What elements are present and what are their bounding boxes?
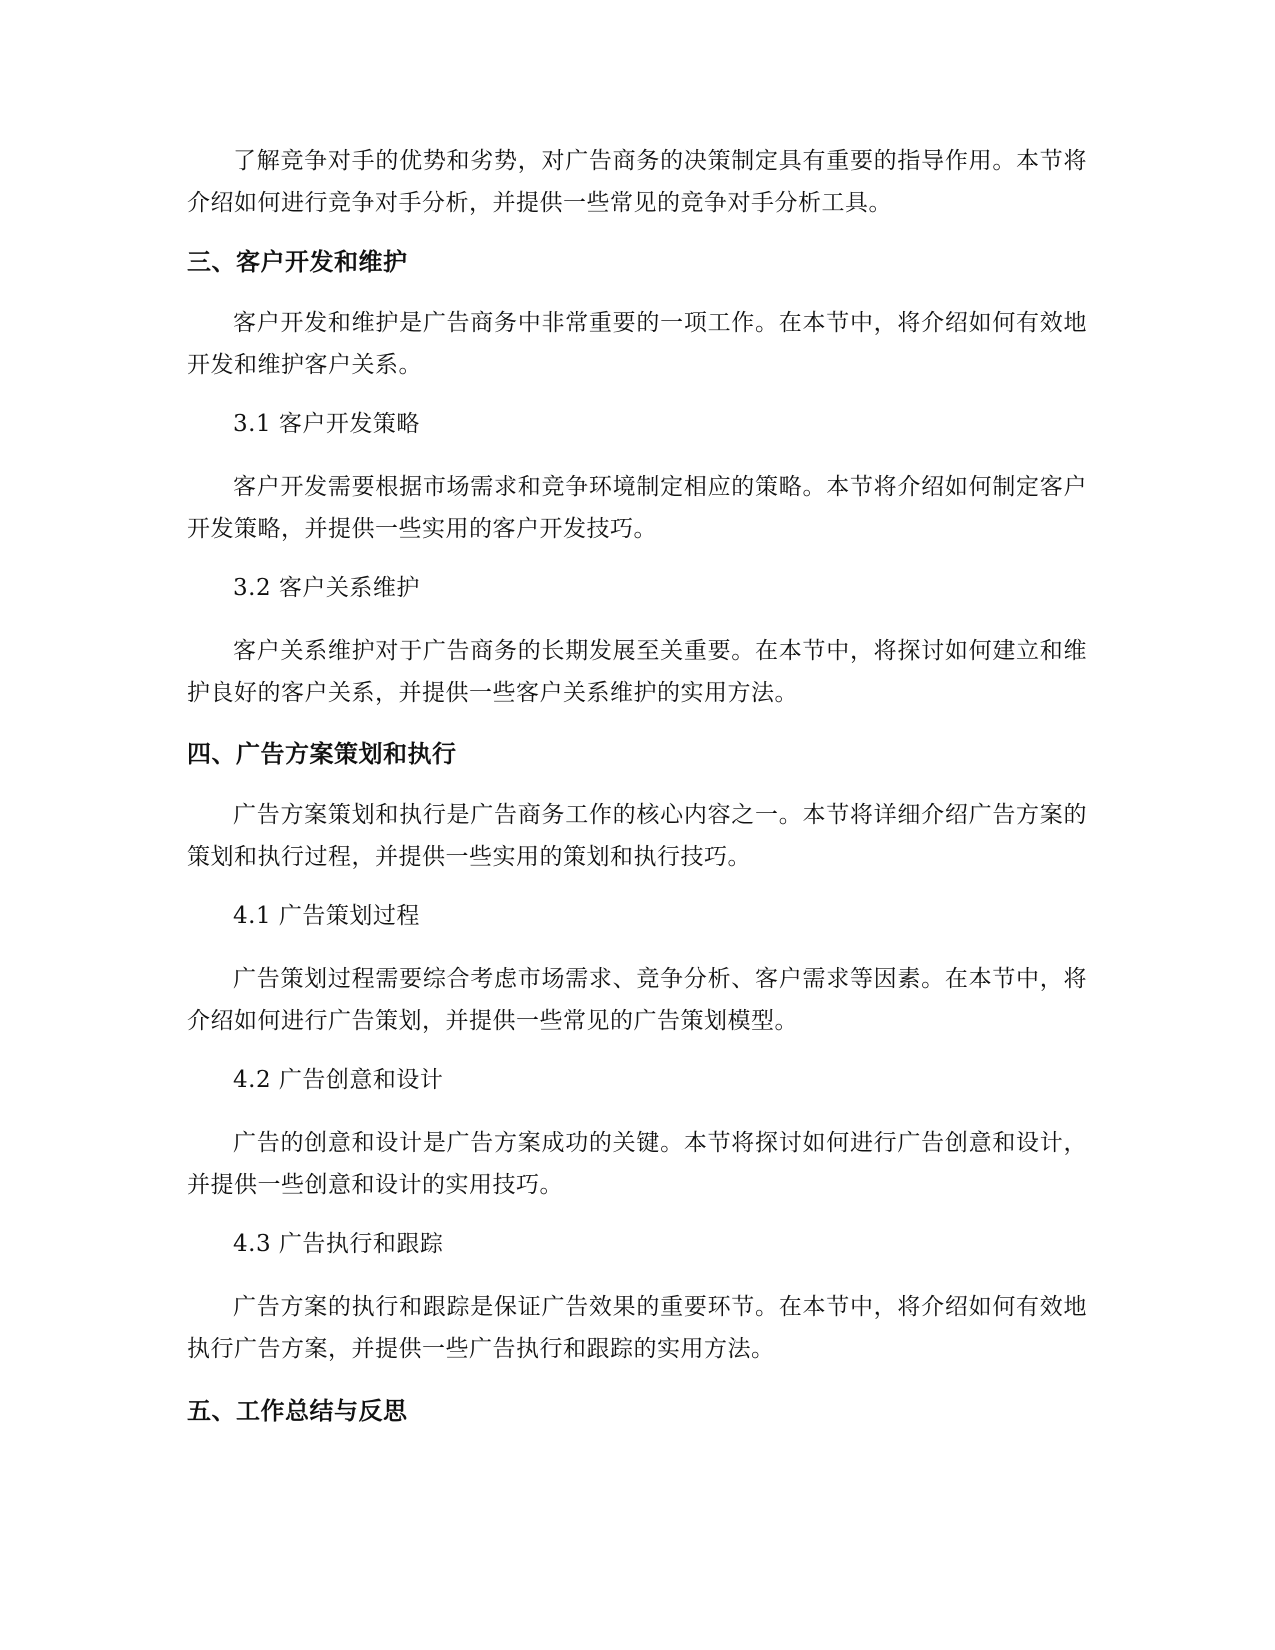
- subsection-3-1-title: 3.1 客户开发策略: [233, 411, 420, 437]
- subsection-4-2-title: 4.2 广告创意和设计: [233, 1067, 444, 1093]
- subsection-4-3-paragraph: 广告方案的执行和跟踪是保证广告效果的重要环节。在本节中，将介绍如何有效地执行广告方案，并提供一些广告执行和跟踪的实用方法。: [187, 1294, 1087, 1362]
- section-5-heading: 五、工作总结与反思: [187, 1397, 408, 1425]
- subsection-4-2-paragraph: 广告的创意和设计是广告方案成功的关键。本节将探讨如何进行广告创意和设计，并提供一些创意和设计的实用技巧。: [187, 1130, 1087, 1198]
- subsection-3-1-paragraph: 客户开发需要根据市场需求和竞争环境制定相应的策略。本节将介绍如何制定客户开发策略，并提供一些实用的客户开发技巧。: [187, 474, 1087, 542]
- subsection-3-2-title: 3.2 客户关系维护: [233, 575, 420, 601]
- subsection-4-1-paragraph: 广告策划过程需要综合考虑市场需求、竞争分析、客户需求等因素。在本节中，将介绍如何进行广告策划，并提供一些常见的广告策划模型。: [187, 966, 1087, 1034]
- intro-paragraph: 了解竞争对手的优势和劣势，对广告商务的决策制定具有重要的指导作用。本节将介绍如何进行竞争对手分析，并提供一些常见的竞争对手分析工具。: [187, 148, 1087, 216]
- section-4-heading: 四、广告方案策划和执行: [187, 740, 457, 768]
- subsection-4-3-title: 4.3 广告执行和跟踪: [233, 1231, 444, 1257]
- subsection-4-1-title: 4.1 广告策划过程: [233, 903, 420, 929]
- section-3-heading: 三、客户开发和维护: [187, 248, 408, 276]
- section-3-paragraph: 客户开发和维护是广告商务中非常重要的一项工作。在本节中，将介绍如何有效地开发和维护客户关系。: [187, 310, 1087, 378]
- subsection-3-2-paragraph: 客户关系维护对于广告商务的长期发展至关重要。在本节中，将探讨如何建立和维护良好的客户关系，并提供一些客户关系维护的实用方法。: [187, 638, 1087, 706]
- section-4-paragraph: 广告方案策划和执行是广告商务工作的核心内容之一。本节将详细介绍广告方案的策划和执行过程，并提供一些实用的策划和执行技巧。: [187, 802, 1087, 870]
